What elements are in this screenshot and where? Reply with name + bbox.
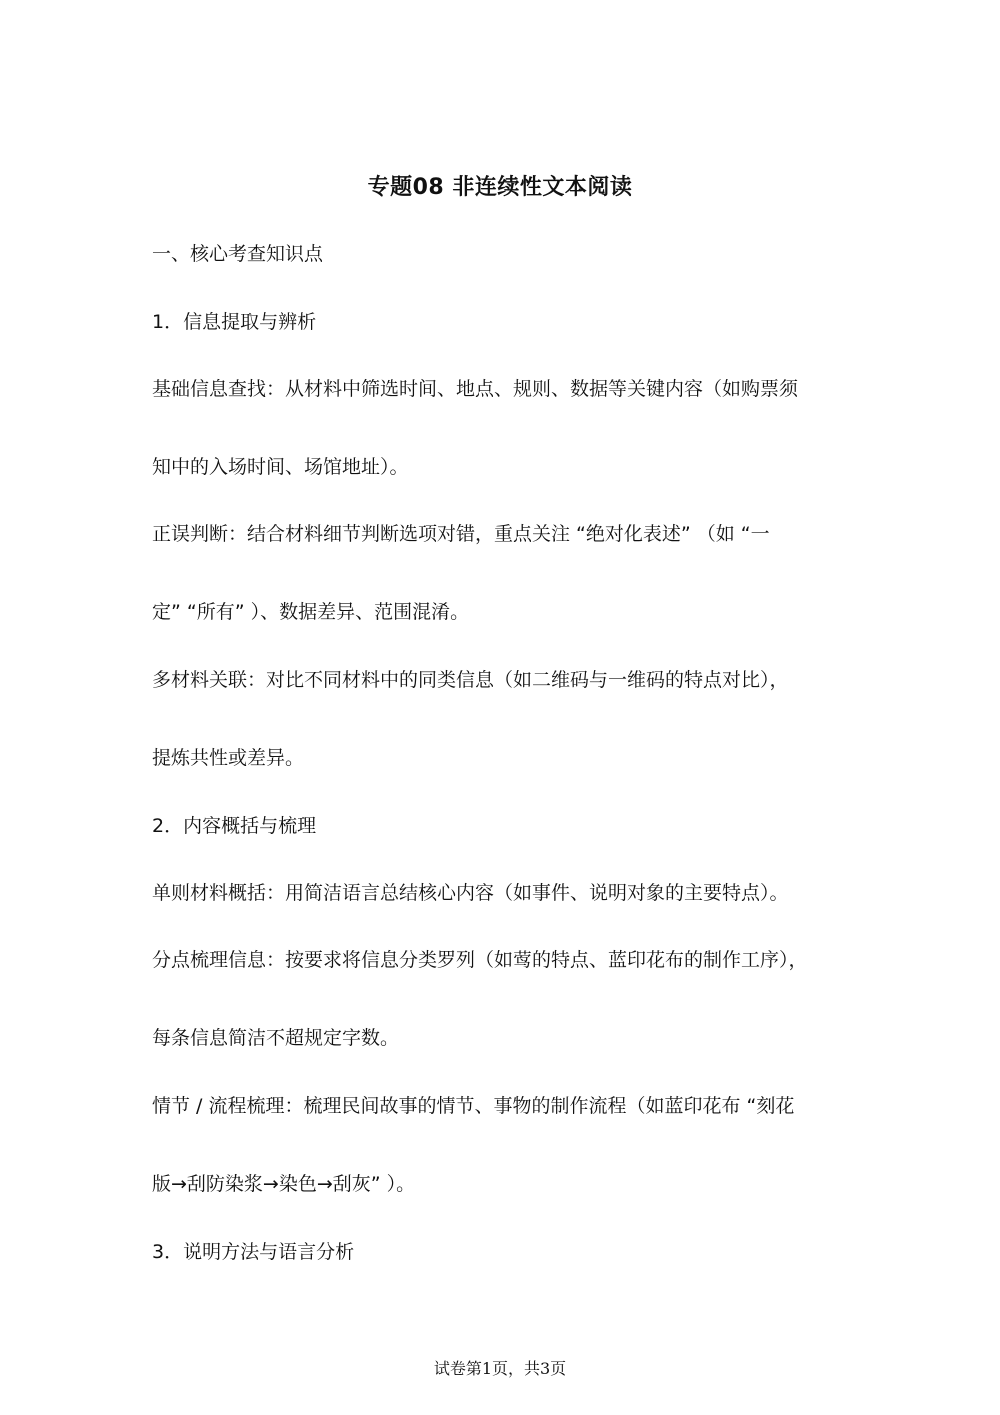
paragraph-line: 知中的入场时间、场馆地址）。 <box>152 456 409 478</box>
point2-heading: 2．内容概括与梳理 <box>152 815 317 837</box>
paragraph-line: 基础信息查找：从材料中筛选时间、地点、规则、数据等关键内容（如购票须 <box>152 378 799 400</box>
paragraph-line: 情节 / 流程梳理：梳理民间故事的情节、事物的制作流程（如蓝印花布 “刻花 <box>152 1095 795 1117</box>
paragraph-line: 版→刮防染浆→染色→刮灰” ）。 <box>152 1173 416 1195</box>
section-heading: 一、核心考查知识点 <box>152 243 324 265</box>
point1-heading: 1．信息提取与辨析 <box>152 311 317 333</box>
paragraph-line: 多材料关联：对比不同材料中的同类信息（如二维码与一维码的特点对比）， <box>152 669 789 691</box>
paragraph-line: 每条信息简洁不超规定字数。 <box>152 1027 400 1049</box>
paragraph-line: 分点梳理信息：按要求将信息分类罗列（如莺的特点、蓝印花布的制作工序）， <box>152 949 808 971</box>
page-footer: 试卷第1页，共3页 <box>433 1359 567 1378</box>
point3-heading: 3．说明方法与语言分析 <box>152 1241 355 1263</box>
paragraph-line: 提炼共性或差异。 <box>152 747 305 769</box>
paragraph-line: 定” “所有” ）、数据差异、范围混淆。 <box>152 601 470 623</box>
paragraph-line: 正误判断：结合材料细节判断选项对错，重点关注 “绝对化表述” （如 “一 <box>152 523 770 545</box>
page-title: 专题08 非连续性文本阅读 <box>367 175 633 200</box>
paragraph-line: 单则材料概括：用简洁语言总结核心内容（如事件、说明对象的主要特点）。 <box>152 882 789 904</box>
